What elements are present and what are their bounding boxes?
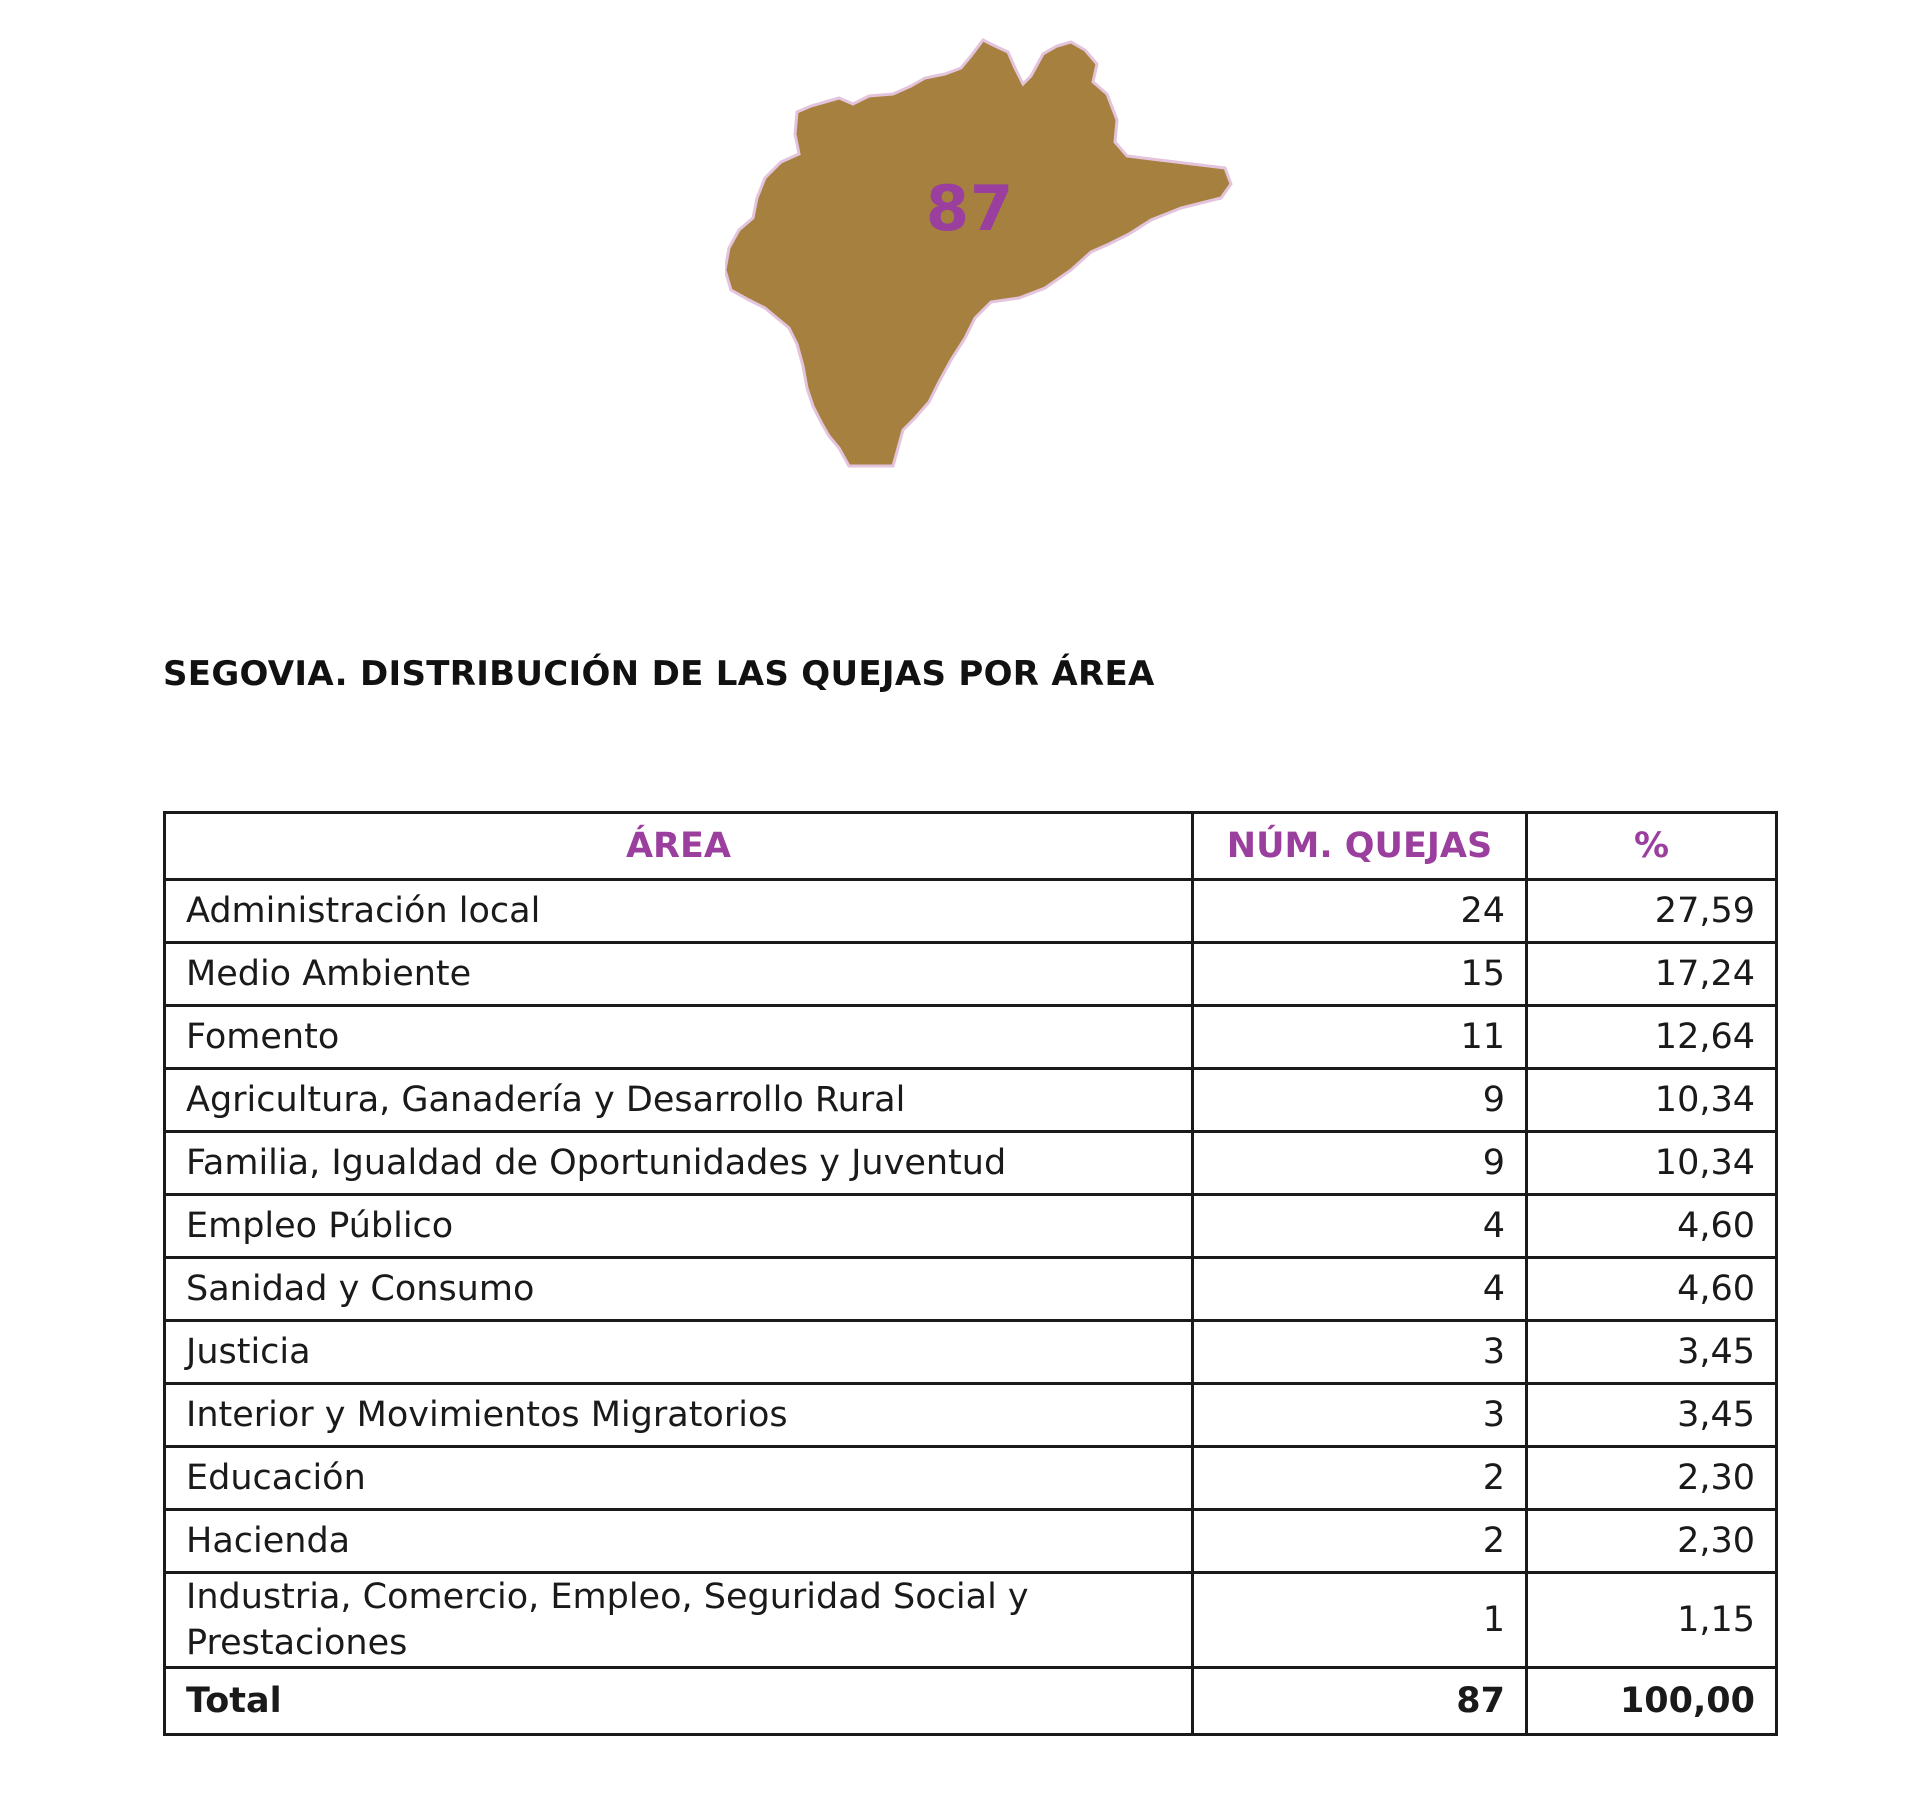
table-row <box>165 1132 1777 1195</box>
cell-num: 2 <box>1193 1447 1527 1510</box>
total-num: 87 <box>1193 1668 1527 1735</box>
cell-num: 11 <box>1193 1006 1527 1069</box>
table-row <box>165 1258 1777 1321</box>
map-total-count: 87 <box>925 172 1015 245</box>
cell-num: 2 <box>1193 1510 1527 1573</box>
cell-pct: 27,59 <box>1527 880 1777 943</box>
table-row <box>165 1384 1777 1447</box>
cell-num: 9 <box>1193 1132 1527 1195</box>
header-percent: % <box>1527 813 1777 880</box>
segovia-map-shape <box>725 38 1237 480</box>
cell-area: Administración local <box>165 880 1193 943</box>
cell-area: Medio Ambiente <box>165 943 1193 1006</box>
total-pct: 100,00 <box>1527 1668 1777 1735</box>
cell-area: Hacienda <box>165 1510 1193 1573</box>
cell-pct: 17,24 <box>1527 943 1777 1006</box>
segovia-province-map <box>725 38 1237 480</box>
table-row <box>165 1006 1777 1069</box>
cell-area: Educación <box>165 1447 1193 1510</box>
cell-num: 3 <box>1193 1321 1527 1384</box>
cell-num: 4 <box>1193 1195 1527 1258</box>
cell-pct: 3,45 <box>1527 1384 1777 1447</box>
cell-area: Agricultura, Ganadería y Desarrollo Rural <box>165 1069 1193 1132</box>
segovia-outline <box>725 40 1231 466</box>
table-total-row <box>165 1668 1777 1735</box>
cell-area: Fomento <box>165 1006 1193 1069</box>
cell-pct: 3,45 <box>1527 1321 1777 1384</box>
cell-pct: 4,60 <box>1527 1258 1777 1321</box>
table-header-row <box>165 813 1777 880</box>
cell-num: 24 <box>1193 880 1527 943</box>
cell-num: 9 <box>1193 1069 1527 1132</box>
cell-num: 15 <box>1193 943 1527 1006</box>
cell-area: Interior y Movimientos Migratorios <box>165 1384 1193 1447</box>
header-area: ÁREA <box>165 813 1193 880</box>
cell-area: Justicia <box>165 1321 1193 1384</box>
cell-pct: 10,34 <box>1527 1132 1777 1195</box>
cell-area: Sanidad y Consumo <box>165 1258 1193 1321</box>
table-row <box>165 1573 1777 1668</box>
cell-pct: 12,64 <box>1527 1006 1777 1069</box>
table-row <box>165 943 1777 1006</box>
table-row <box>165 1195 1777 1258</box>
cell-pct: 1,15 <box>1527 1573 1777 1668</box>
cell-pct: 4,60 <box>1527 1195 1777 1258</box>
table-row <box>165 1447 1777 1510</box>
header-num-quejas: NÚM. QUEJAS <box>1193 813 1527 880</box>
section-title: SEGOVIA. DISTRIBUCIÓN DE LAS QUEJAS POR ÁREA <box>163 654 1155 694</box>
table-row <box>165 1321 1777 1384</box>
table-row <box>165 880 1777 943</box>
total-label: Total <box>165 1668 1193 1735</box>
cell-area: Empleo Público <box>165 1195 1193 1258</box>
cell-area: Industria, Comercio, Empleo, Seguridad Social y Prestaciones <box>165 1573 1193 1668</box>
cell-num: 3 <box>1193 1384 1527 1447</box>
complaints-table <box>163 811 1778 1736</box>
cell-pct: 10,34 <box>1527 1069 1777 1132</box>
cell-area: Familia, Igualdad de Oportunidades y Juventud <box>165 1132 1193 1195</box>
table-row <box>165 1069 1777 1132</box>
cell-num: 1 <box>1193 1573 1527 1668</box>
table-row <box>165 1510 1777 1573</box>
cell-pct: 2,30 <box>1527 1447 1777 1510</box>
cell-pct: 2,30 <box>1527 1510 1777 1573</box>
cell-num: 4 <box>1193 1258 1527 1321</box>
